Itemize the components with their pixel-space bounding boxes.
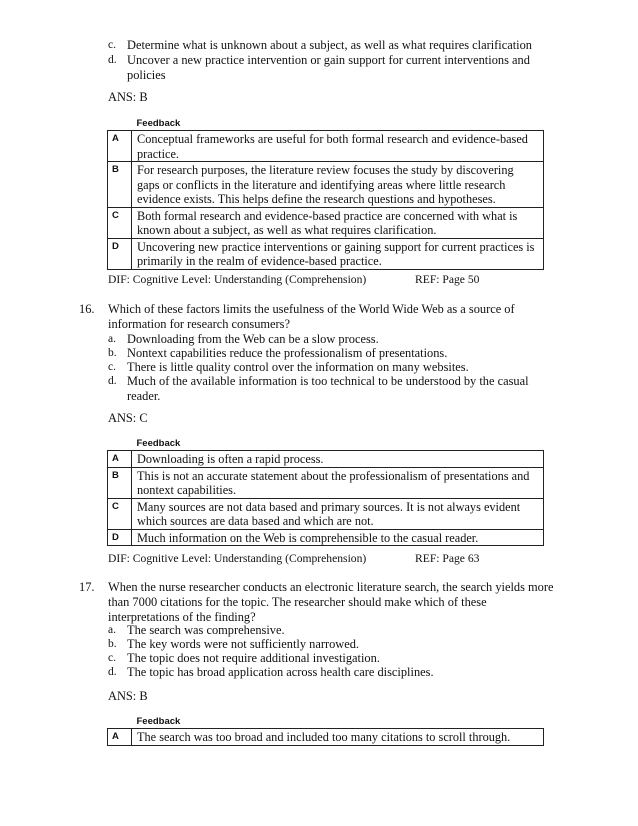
question-stem: Which of these factors limits the usefulness of the World Wide Web as a source of information for research consumers? [108,302,515,331]
feedback-letter: B [108,162,132,208]
feedback-letter: A [108,451,132,468]
feedback-row [108,162,544,208]
feedback-letter: B [108,467,132,498]
option-a [108,623,538,638]
option-text: The topic has broad application across health care disciplines. [127,665,434,679]
feedback-letter: C [108,498,132,529]
feedback-row [108,529,544,546]
feedback-letter: D [108,529,132,546]
dif-line [108,552,480,565]
option-a [108,332,538,347]
difficulty-level: DIF: Cognitive Level: Understanding (Comprehension) [108,552,367,565]
option-b [108,346,538,361]
option-letter: b. [108,347,117,359]
option-letter: d. [108,666,117,678]
option-letter: c. [108,39,116,51]
question-stem: When the nurse researcher conducts an electronic literature search, the search yields more than 7000 citations for the topic. The researcher should make which of these interpretations of the finding? [108,580,554,624]
option-text: Uncover a new practice intervention or gain support for current interventions and policies [127,53,530,82]
difficulty-level: DIF: Cognitive Level: Understanding (Comprehension) [108,273,367,286]
option-b [108,637,538,652]
feedback-header: Feedback [132,436,544,451]
feedback-row [108,131,544,162]
page-reference: REF: Page 63 [415,552,480,565]
option-text: Determine what is unknown about a subject, as well as what requires clarification [127,38,532,52]
feedback-text: Uncovering new practice interventions or gaining support for current practices is primarily in the realm of evidence-based practice. [132,238,544,269]
feedback-row [108,498,544,529]
page-reference: REF: Page 50 [415,273,480,286]
feedback-row [108,451,544,468]
option-text: Nontext capabilities reduce the professionalism of presentations. [127,346,448,360]
answer-key: ANS: B [108,90,148,104]
option-d [108,665,538,680]
feedback-text: Downloading is often a rapid process. [132,451,544,468]
feedback-table [107,116,544,270]
feedback-row [108,729,544,746]
feedback-header: Feedback [132,116,544,131]
feedback-row [108,238,544,269]
feedback-text: The search was too broad and included too many citations to scroll through. [132,729,544,746]
option-d [108,53,538,82]
option-text: The topic does not require additional investigation. [127,651,380,665]
feedback-text: Conceptual frameworks are useful for both formal research and evidence-based practice. [132,131,544,162]
feedback-header: Feedback [132,714,544,729]
feedback-row [108,207,544,238]
feedback-letter: A [108,131,132,162]
answer-key: ANS: C [108,411,148,425]
feedback-row [108,467,544,498]
question-number: 16. [79,302,95,316]
feedback-text: Much information on the Web is comprehensible to the casual reader. [132,529,544,546]
option-letter: a. [108,333,116,345]
option-letter: d. [108,54,117,66]
feedback-text: For research purposes, the literature review focuses the study by discovering gaps or conflicts in the literature and identifying areas where little research evidence exists. This helps define the research questions and hypotheses. [132,162,544,208]
feedback-text: Many sources are not data based and primary sources. It is not always evident which sources are data based and which are not. [132,498,544,529]
feedback-table [107,714,544,746]
option-text: The search was comprehensive. [127,623,285,637]
feedback-table [107,436,544,546]
option-d [108,374,538,403]
option-letter: d. [108,375,117,387]
question-number: 17. [79,580,95,594]
feedback-text: Both formal research and evidence-based practice are concerned with what is known about a subject, as well as what requires clarification. [132,207,544,238]
option-text: The key words were not sufficiently narrowed. [127,637,360,651]
option-c [108,360,538,375]
option-letter: c. [108,361,116,373]
option-c [108,38,538,53]
feedback-letter: A [108,729,132,746]
option-letter: b. [108,638,117,650]
feedback-letter: C [108,207,132,238]
feedback-letter: D [108,238,132,269]
dif-line [108,273,480,286]
answer-key: ANS: B [108,689,148,703]
option-c [108,651,538,666]
option-text: There is little quality control over the information on many websites. [127,360,469,374]
feedback-text: This is not an accurate statement about the professionalism of presentations and nontext capabilities. [132,467,544,498]
option-text: Downloading from the Web can be a slow process. [127,332,379,346]
option-letter: a. [108,624,116,636]
option-letter: c. [108,652,116,664]
option-text: Much of the available information is too technical to be understood by the casual reader. [127,374,529,403]
